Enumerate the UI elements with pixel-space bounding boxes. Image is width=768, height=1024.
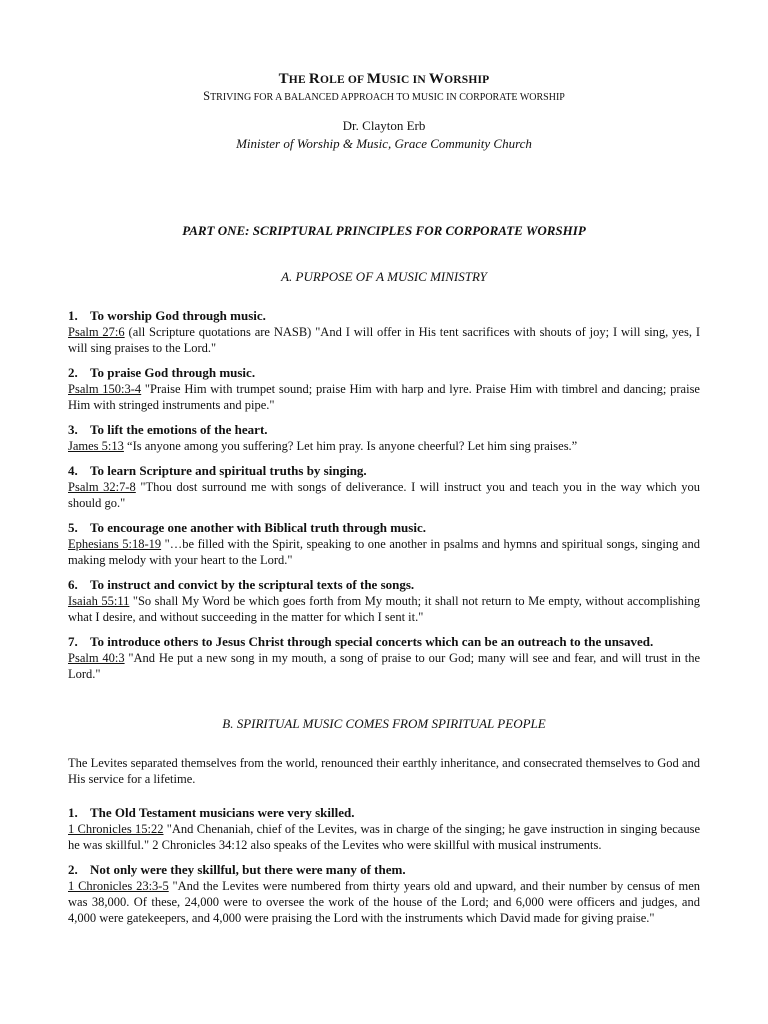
title-word-1-rest: HE — [288, 74, 309, 86]
subtitle-rest: TRIVING FOR A BALANCED APPROACH TO MUSIC IN CORPORATE WORSHIP — [210, 92, 565, 103]
scripture-reference: Psalm 40:3 — [68, 651, 125, 665]
scripture-reference: Ephesians 5:18-19 — [68, 537, 162, 551]
item-heading — [68, 365, 700, 381]
item-heading-text: To lift the emotions of the heart. — [90, 422, 268, 437]
scripture-reference: Psalm 150:3-4 — [68, 382, 142, 396]
item-text — [68, 324, 700, 356]
item-number: 5. — [68, 520, 78, 535]
author-name: Dr. Clayton Erb — [342, 118, 426, 133]
item-heading — [68, 422, 700, 438]
scripture-quote: "So shall My Word be which goes forth from My mouth; it shall not return to Me empty, without accomplishing what I desire, and without succeeding in the matter for which I sent it." — [68, 594, 700, 624]
item-text — [68, 821, 700, 853]
item-number: 2. — [68, 365, 78, 380]
item-heading-text: To praise God through music. — [90, 365, 256, 380]
scripture-quote: “Is anyone among you suffering? Let him pray. Is anyone cheerful? Let him sing praises.” — [123, 439, 578, 453]
section-a-item — [68, 520, 700, 568]
item-number: 2. — [68, 862, 78, 877]
author-role: Minister of Worship & Music, Grace Community Church — [236, 136, 532, 151]
section-a-items — [68, 308, 700, 682]
title-word-3-cap: M — [366, 71, 382, 87]
item-heading-text: To instruct and convict by the scriptural texts of the songs. — [90, 577, 415, 592]
scripture-quote: "And Chenaniah, chief of the Levites, was in charge of the singing; he gave instruction in singing because he was skillful." 2 Chronicles 34:12 also speaks of the Levites who were skillful with musical instruments. — [68, 822, 700, 852]
subtitle-cap: S — [203, 89, 211, 103]
item-heading-text: The Old Testament musicians were very skilled. — [90, 805, 355, 820]
item-heading-text: To learn Scripture and spiritual truths by singing. — [90, 463, 367, 478]
item-heading-text: To introduce others to Jesus Christ through special concerts which can be an outreach to the unsaved. — [90, 634, 654, 649]
title-word-4-cap: W — [428, 71, 445, 87]
section-b-item — [68, 862, 700, 926]
scripture-reference: Psalm 27:6 — [68, 325, 125, 339]
title-word-2-rest: OLE OF — [319, 74, 367, 86]
item-heading — [68, 862, 700, 878]
item-heading — [68, 805, 700, 821]
document-title — [68, 71, 700, 88]
section-b-items — [68, 805, 700, 926]
title-word-4-rest: ORSHIP — [444, 74, 490, 86]
item-text — [68, 650, 700, 682]
part-one-heading: PART ONE: SCRIPTURAL PRINCIPLES FOR CORPORATE WORSHIP — [182, 223, 586, 238]
scripture-reference: 1 Chronicles 23:3-5 — [68, 879, 169, 893]
scripture-quote: "Thou dost surround me with songs of deliverance. I will instruct you and teach you in the way which you should go." — [68, 480, 700, 510]
scripture-quote: "And the Levites were numbered from thirty years old and upward, and their number by census of men was 38,000. Of these, 24,000 were to oversee the work of the house of the Lord; and 6,000 were officers and judges, and 4,000 were gatekeepers, and 4,000 were praising the Lord with the instruments which David made for giving praise." — [68, 879, 700, 925]
item-number: 1. — [68, 308, 78, 323]
item-heading-text: To encourage one another with Biblical truth through music. — [90, 520, 426, 535]
item-text — [68, 381, 700, 413]
section-a-item — [68, 634, 700, 682]
item-text — [68, 593, 700, 625]
item-number: 6. — [68, 577, 78, 592]
section-a-item — [68, 308, 700, 356]
item-heading-text: Not only were they skillful, but there were many of them. — [90, 862, 406, 877]
scripture-quote: "…be filled with the Spirit, speaking to one another in psalms and hymns and spiritual songs, singing and making melody with your heart to the Lord." — [68, 537, 700, 567]
section-a-item — [68, 365, 700, 413]
item-text — [68, 438, 700, 454]
scripture-reference: Psalm 32:7-8 — [68, 480, 136, 494]
title-word-1-cap: T — [278, 71, 289, 87]
section-a-heading: A. PURPOSE OF A MUSIC MINISTRY — [281, 269, 487, 284]
section-a-item — [68, 422, 700, 454]
section-a-item — [68, 463, 700, 511]
scripture-reference: Isaiah 55:11 — [68, 594, 130, 608]
item-text — [68, 878, 700, 926]
scripture-reference: James 5:13 — [68, 439, 124, 453]
item-heading — [68, 520, 700, 536]
item-heading-text: To worship God through music. — [90, 308, 266, 323]
item-text — [68, 479, 700, 511]
title-word-2-cap: R — [308, 71, 320, 87]
document-subtitle — [68, 89, 700, 104]
item-number: 3. — [68, 422, 78, 437]
item-text — [68, 536, 700, 568]
item-number: 1. — [68, 805, 78, 820]
scripture-quote: "And He put a new song in my mouth, a song of praise to our God; many will see and fear, and will trust in the Lord." — [68, 651, 700, 681]
item-number: 7. — [68, 634, 78, 649]
item-heading — [68, 634, 700, 650]
scripture-quote: "Praise Him with trumpet sound; praise Him with harp and lyre. Praise Him with timbrel and dancing; praise Him with stringed instruments and pipe." — [68, 382, 700, 412]
title-word-3-rest: USIC IN — [381, 74, 429, 86]
item-heading — [68, 463, 700, 479]
scripture-reference: 1 Chronicles 15:22 — [68, 822, 164, 836]
item-heading — [68, 308, 700, 324]
section-b-item — [68, 805, 700, 853]
section-b-heading: B. SPIRITUAL MUSIC COMES FROM SPIRITUAL PEOPLE — [222, 716, 546, 731]
section-b-intro: The Levites separated themselves from the world, renounced their earthly inheritance, and consecrated themselves to God and His service for a lifetime. — [68, 756, 700, 786]
item-heading — [68, 577, 700, 593]
item-number: 4. — [68, 463, 78, 478]
section-a-item — [68, 577, 700, 625]
scripture-quote: (all Scripture quotations are NASB) "And I will offer in His tent sacrifices with shouts of joy; I will sing, yes, I will sing praises to the Lord." — [68, 325, 700, 355]
